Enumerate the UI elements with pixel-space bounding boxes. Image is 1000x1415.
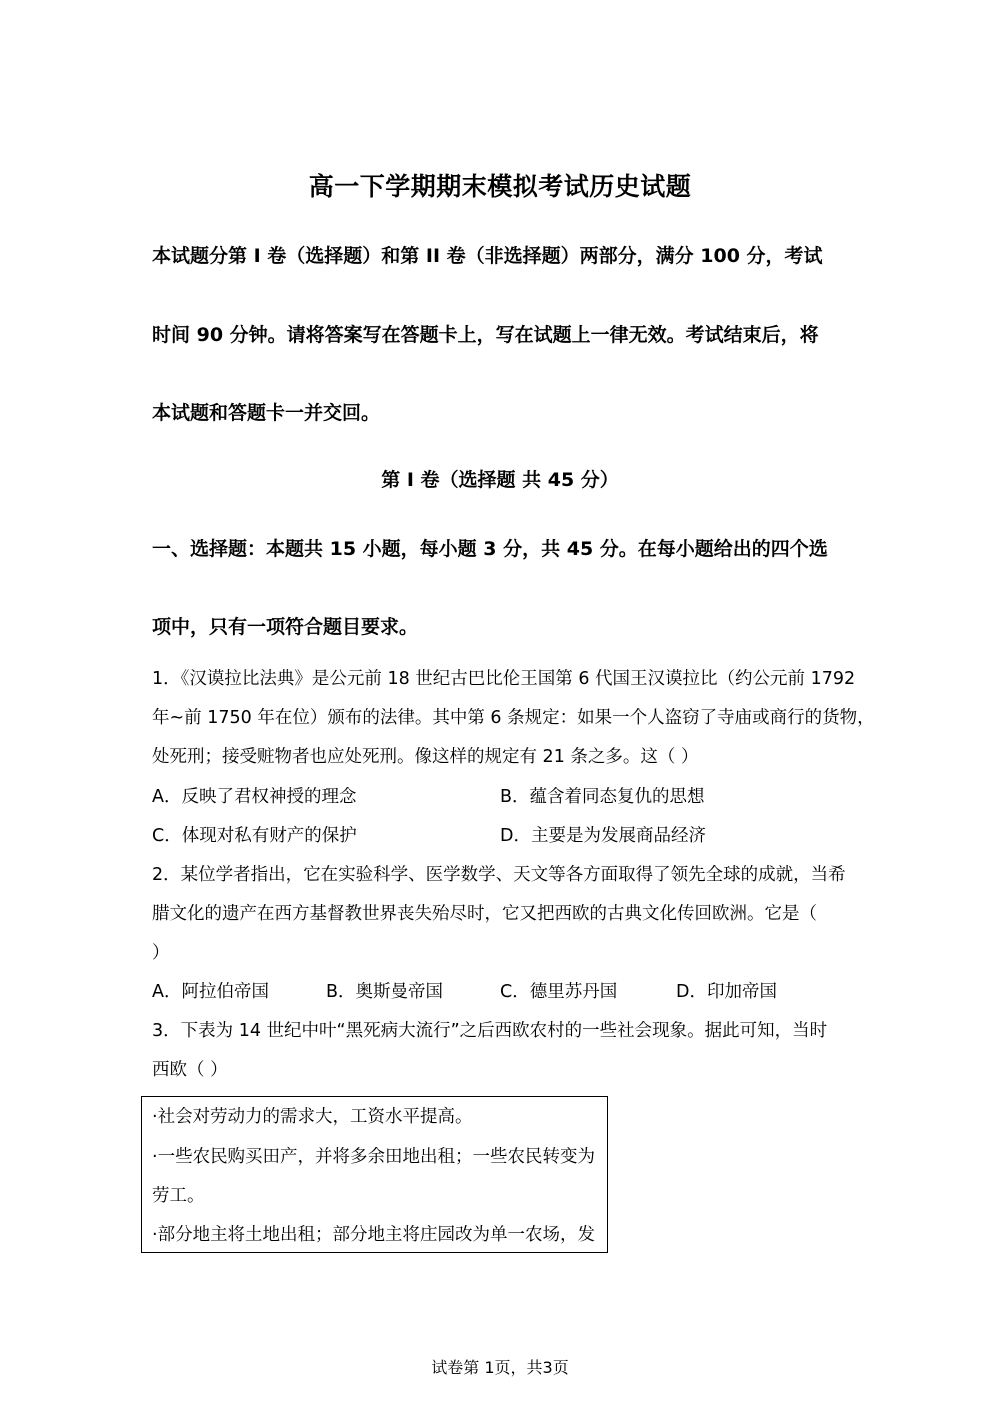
q2-stem-line-2: 腊文化的遗产在西方基督教世界丧失殆尽时，它又把西欧的古典文化传回欧洲。它是（ [152, 904, 817, 924]
page-title: 高一下学期期末模拟考试历史试题 [308, 172, 692, 201]
section-title: 第 I 卷（选择题 共 45 分） [381, 469, 619, 491]
q1-stem-line-1: 1．《汉谟拉比法典》是公元前 18 世纪古巴比伦王国第 6 代国王汉谟拉比（约公元前 1792 [152, 669, 856, 689]
q1-option-c: C．体现对私有财产的保护 [152, 826, 357, 846]
q3-table-row-2-cont: 劳工。 [152, 1186, 205, 1206]
q2-option-a: A．阿拉伯帝国 [152, 982, 269, 1002]
q2-option-d: D．印加帝国 [676, 982, 777, 1002]
q3-table-row-3: ·部分地主将土地出租；部分地主将庄园改为单一农场，发 [152, 1225, 596, 1245]
intro-line-1: 本试题分第 I 卷（选择题）和第 II 卷（非选择题）两部分，满分 100 分，考试 [152, 245, 823, 267]
q2-option-c: C．德里苏丹国 [500, 982, 618, 1002]
q1-option-a: A．反映了君权神授的理念 [152, 787, 357, 807]
section-instruction-line-2: 项中，只有一项符合题目要求。 [152, 616, 419, 638]
q3-table-row-1: ·社会对劳动力的需求大，工资水平提高。 [152, 1107, 473, 1127]
q3-stem-line-2: 西欧（ ） [152, 1060, 228, 1080]
q1-option-b: B．蕴含着同态复仇的思想 [500, 787, 705, 807]
page-footer: 试卷第 1页，共3页 [431, 1358, 569, 1377]
intro-line-2: 时间 90 分钟。请将答案写在答题卡上，写在试题上一律无效。考试结束后，将 [152, 324, 819, 346]
q3-table-row-2: ·一些农民购买田产，并将多余田地出租；一些农民转变为 [152, 1147, 596, 1167]
q1-stem-line-3: 处死刑；接受赃物者也应处死刑。像这样的规定有 21 条之多。这（ ） [152, 747, 699, 767]
q2-option-b: B．奥斯曼帝国 [326, 982, 444, 1002]
section-instruction-line-1: 一、选择题：本题共 15 小题，每小题 3 分，共 45 分。在每小题给出的四个选 [152, 538, 828, 560]
q2-stem-line-3: ） [152, 943, 170, 963]
intro-line-3: 本试题和答题卡一并交回。 [152, 402, 381, 424]
q3-stem-line-1: 3．下表为 14 世纪中叶“黑死病大流行”之后西欧农村的一些社会现象。据此可知，当时 [152, 1021, 828, 1041]
q2-stem-line-1: 2．某位学者指出，它在实验科学、医学数学、天文等各方面取得了领先全球的成就，当希 [152, 865, 846, 885]
q1-stem-line-2: 年~前 1750 年在位）颁布的法律。其中第 6 条规定：如果一个人盗窃了寺庙或商行的货物， [152, 708, 875, 728]
q1-option-d: D．主要是为发展商品经济 [500, 826, 706, 846]
